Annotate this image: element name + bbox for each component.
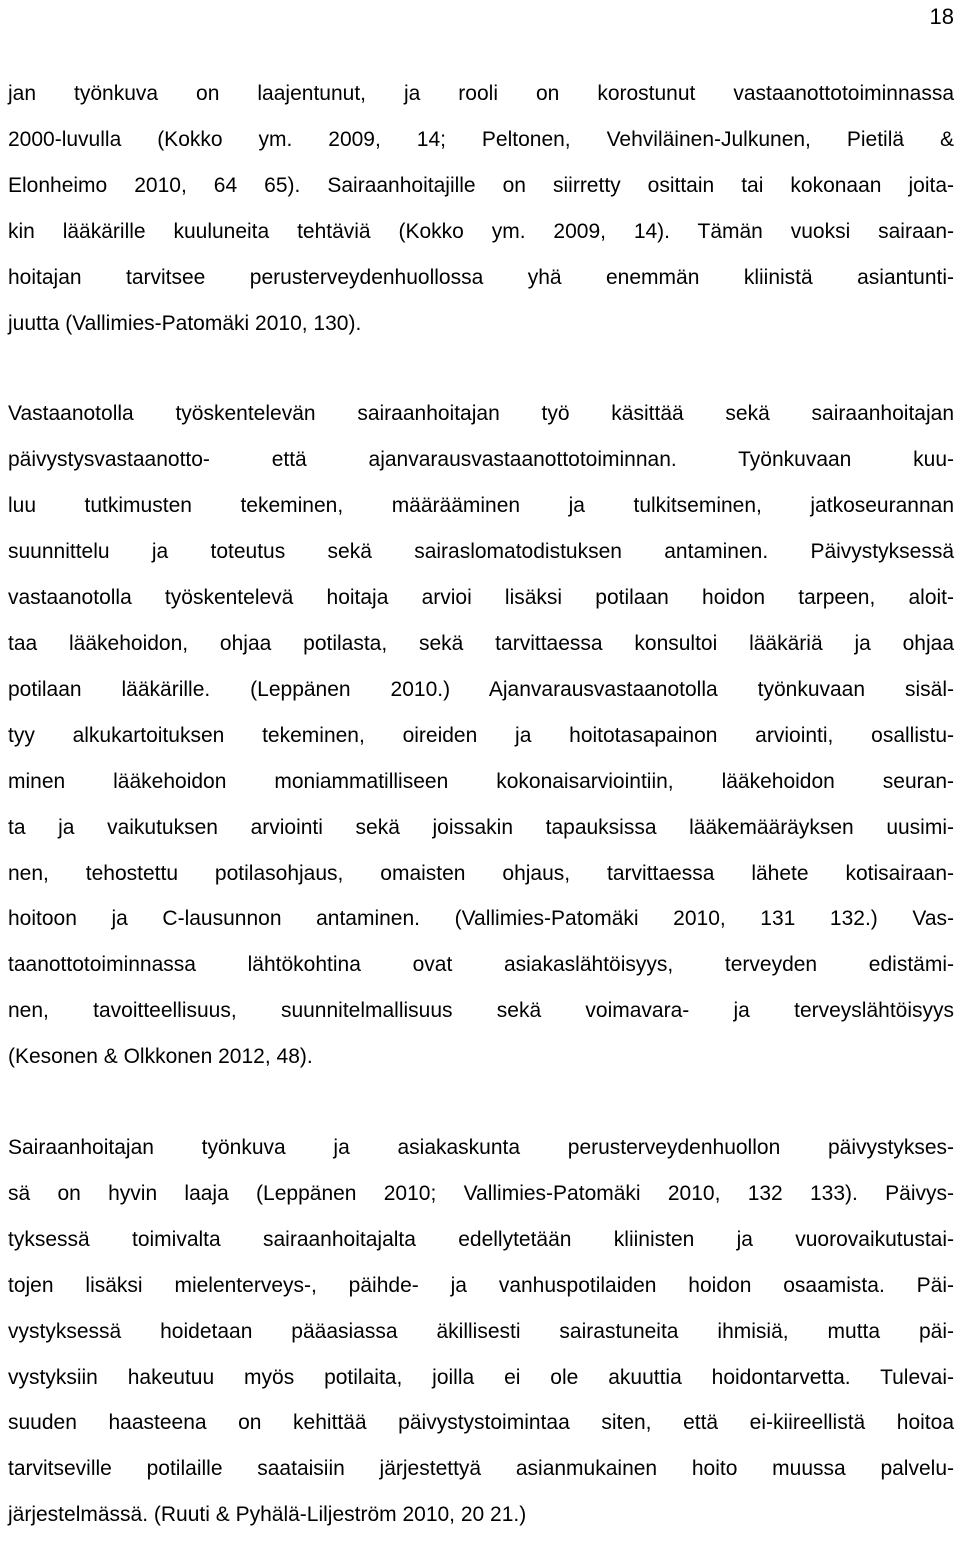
document-body bbox=[8, 71, 954, 1538]
text-line: vystyksessä hoidetaan pääasiassa äkillisesti sairastuneita ihmisiä, mutta päi- bbox=[8, 1319, 954, 1343]
text-line: Elonheimo 2010, 64 65). Sairaanhoitajille on siirretty osittain tai kokonaan joita- bbox=[8, 173, 954, 197]
text-line: potilaan lääkärille. (Leppänen 2010.) Ajanvarausvastaanotolla työnkuvaan sisäl- bbox=[8, 677, 954, 701]
text-line: vastaanotolla työskentelevä hoitaja arvioi lisäksi potilaan hoidon tarpeen, aloit- bbox=[8, 586, 954, 610]
text-line: 2000-luvulla (Kokko ym. 2009, 14; Peltonen, Vehviläinen-Julkunen, Pietilä & bbox=[8, 127, 954, 151]
text-line: nen, tavoitteellisuus, suunnitelmallisuus sekä voimavara- ja terveyslähtöisyys bbox=[8, 999, 954, 1023]
text-line: luu tutkimusten tekeminen, määrääminen ja tulkitseminen, jatkoseurannan bbox=[8, 494, 954, 518]
text-line: järjestelmässä. (Ruuti & Pyhälä-Liljeström 2010, 20 21.) bbox=[8, 1503, 527, 1527]
text-line: minen lääkehoidon moniammatilliseen kokonaisarviointiin, lääkehoidon seuran- bbox=[8, 769, 954, 793]
text-line: vystyksiin hakeutuu myös potilaita, joilla ei ole akuuttia hoidontarvetta. Tulevai- bbox=[8, 1365, 954, 1389]
text-line: hoitoon ja C-lausunnon antaminen. (Vallimies-Patomäki 2010, 131 132.) Vas- bbox=[8, 907, 954, 931]
paragraph-2 bbox=[8, 391, 954, 1080]
text-line: hoitajan tarvitsee perusterveydenhuollossa yhä enemmän kliinistä asiantunti- bbox=[8, 265, 954, 289]
text-line: ta ja vaikutuksen arviointi sekä joissakin tapauksissa lääkemääräyksen uusimi- bbox=[8, 815, 954, 839]
page-number: 18 bbox=[929, 4, 954, 29]
text-line: jan työnkuva on laajentunut, ja rooli on korostunut vastaanottotoiminnassa bbox=[8, 82, 954, 105]
text-line: tyksessä toimivalta sairaanhoitajalta edellytetään kliinisten ja vuorovaikutustai- bbox=[8, 1227, 954, 1251]
text-line: suunnittelu ja toteutus sekä sairaslomatodistuksen antaminen. Päivystyksessä bbox=[8, 540, 954, 564]
text-line: tarvitseville potilaille saataisiin järjestettyä asianmukainen hoito muussa palvelu- bbox=[8, 1457, 954, 1481]
text-line: taa lääkehoidon, ohjaa potilasta, sekä tarvittaessa konsultoi lääkäriä ja ohjaa bbox=[8, 631, 954, 655]
text-line: päivystysvastaanotto- että ajanvarausvastaanottotoiminnan. Työnkuvaan kuu- bbox=[8, 448, 954, 472]
text-line: suuden haasteena on kehittää päivystystoimintaa siten, että ei-kiireellistä hoitoa bbox=[8, 1411, 954, 1435]
paragraph-spacer bbox=[8, 346, 954, 391]
paragraph-1 bbox=[8, 71, 954, 346]
text-line: tojen lisäksi mielenterveys-, päihde- ja vanhuspotilaiden hoidon osaamista. Päi- bbox=[8, 1273, 954, 1297]
text-line: juutta (Vallimies-Patomäki 2010, 130). bbox=[8, 311, 362, 335]
text-line: sä on hyvin laaja (Leppänen 2010; Vallimies-Patomäki 2010, 132 133). Päivys- bbox=[8, 1181, 954, 1205]
text-line: Sairaanhoitajan työnkuva ja asiakaskunta perusterveydenhuollon päivystykses- bbox=[8, 1136, 954, 1160]
text-line: nen, tehostettu potilasohjaus, omaisten ohjaus, tarvittaessa lähete kotisairaan- bbox=[8, 861, 954, 885]
text-line: (Kesonen & Olkkonen 2012, 48). bbox=[8, 1045, 313, 1069]
text-line: tyy alkukartoituksen tekeminen, oireiden ja hoitotasapainon arviointi, osallistu- bbox=[8, 723, 954, 747]
text-line: kin lääkärille kuuluneita tehtäviä (Kokko ym. 2009, 14). Tämän vuoksi sairaan- bbox=[8, 219, 954, 243]
text-line: taanottotoiminnassa lähtökohtina ovat asiakaslähtöisyys, terveyden edistämi- bbox=[8, 953, 954, 977]
text-line: Vastaanotolla työskentelevän sairaanhoitajan työ käsittää sekä sairaanhoitajan bbox=[8, 402, 954, 426]
paragraph-3 bbox=[8, 1125, 954, 1538]
paragraph-spacer bbox=[8, 1080, 954, 1125]
